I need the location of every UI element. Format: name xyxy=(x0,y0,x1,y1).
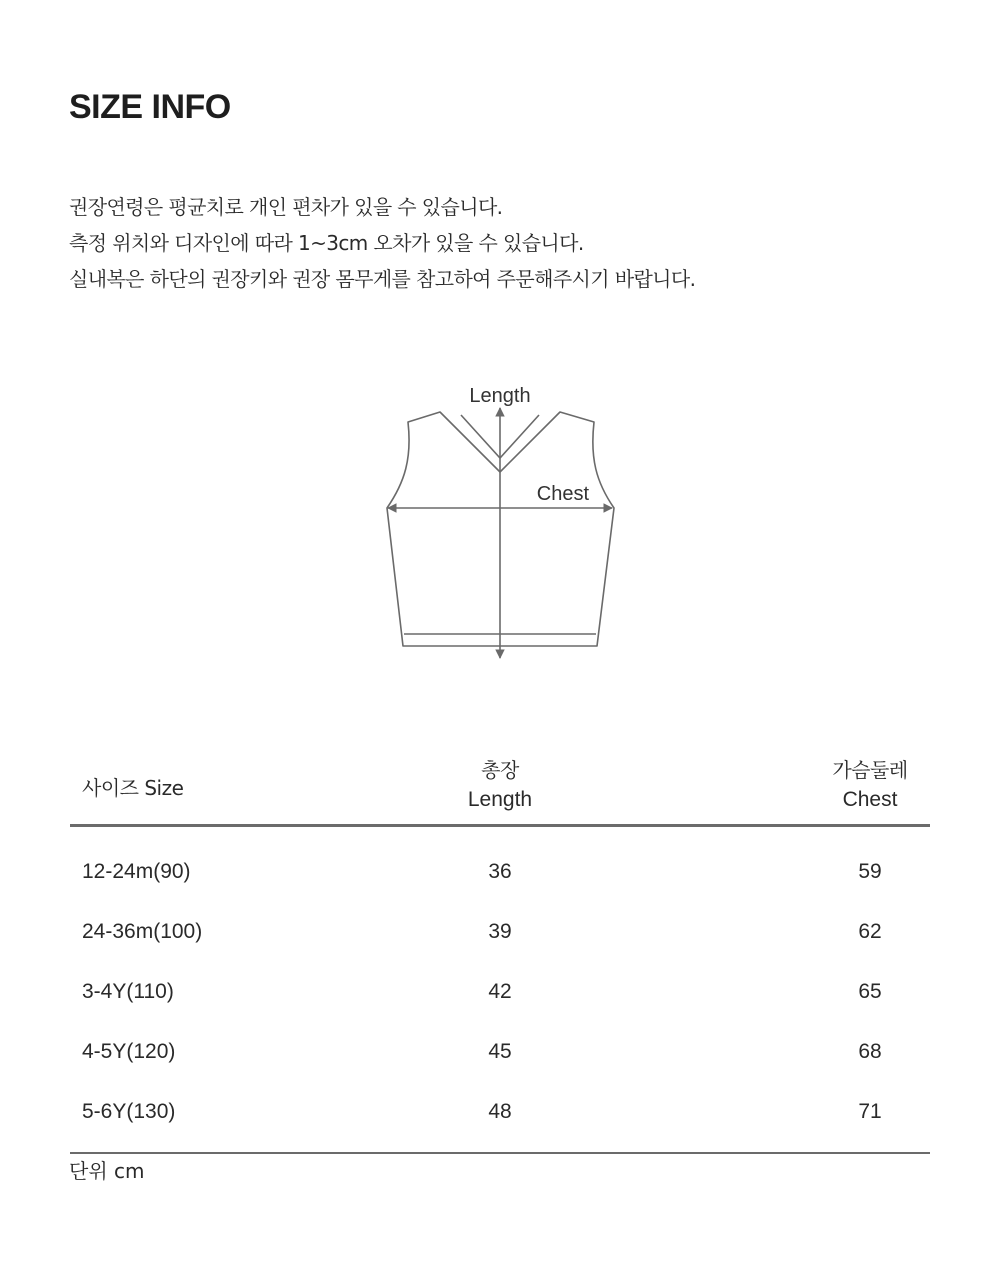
header-length-en: Length xyxy=(467,788,533,811)
header-length xyxy=(450,756,550,814)
table-row xyxy=(70,1082,930,1142)
header-chest-en: Chest xyxy=(842,788,898,811)
cell-length: 48 xyxy=(488,1100,512,1123)
cell-length: 45 xyxy=(488,1040,512,1063)
size-table-header xyxy=(70,752,930,827)
cell-length: 36 xyxy=(488,860,512,883)
cell-length: 39 xyxy=(488,920,512,943)
vest-measurement-diagram xyxy=(370,378,630,668)
note-line: 실내복은 하단의 권장키와 권장 몸무게를 참고하여 주문해주시기 바랍니다. xyxy=(69,267,696,291)
cell-size: 4-5Y(120) xyxy=(82,1040,176,1063)
unit-label: 단위 cm xyxy=(69,1159,145,1183)
table-row xyxy=(70,902,930,962)
header-length-ko: 총장 xyxy=(481,758,519,782)
size-table-body xyxy=(70,827,930,1154)
table-row xyxy=(70,842,930,902)
table-row xyxy=(70,962,930,1022)
cell-chest: 62 xyxy=(858,920,882,943)
header-size xyxy=(82,774,183,803)
note-line: 권장연령은 평균치로 개인 편차가 있을 수 있습니다. xyxy=(69,195,503,219)
page-title: SIZE INFO xyxy=(69,88,231,126)
cell-size: 3-4Y(110) xyxy=(82,980,174,1003)
length-label: Length xyxy=(469,385,531,407)
cell-size: 5-6Y(130) xyxy=(82,1100,176,1123)
unit-note xyxy=(69,1155,144,1184)
cell-size: 24-36m(100) xyxy=(82,920,203,943)
header-chest-ko: 가슴둘레 xyxy=(832,758,908,782)
cell-chest: 68 xyxy=(858,1040,882,1063)
header-chest xyxy=(810,756,930,814)
chest-label: Chest xyxy=(536,483,589,505)
cell-size: 12-24m(90) xyxy=(82,860,191,883)
header-size-label: 사이즈 Size xyxy=(82,776,184,800)
vest-illustration xyxy=(370,378,630,668)
table-row xyxy=(70,1022,930,1082)
note-line: 측정 위치와 디자인에 따라 1~3cm 오차가 있을 수 있습니다. xyxy=(69,231,584,255)
cell-chest: 59 xyxy=(858,860,882,883)
size-notes xyxy=(69,189,695,297)
cell-chest: 65 xyxy=(858,980,882,1003)
cell-chest: 71 xyxy=(858,1100,882,1123)
size-table xyxy=(70,752,930,1154)
cell-length: 42 xyxy=(488,980,512,1003)
